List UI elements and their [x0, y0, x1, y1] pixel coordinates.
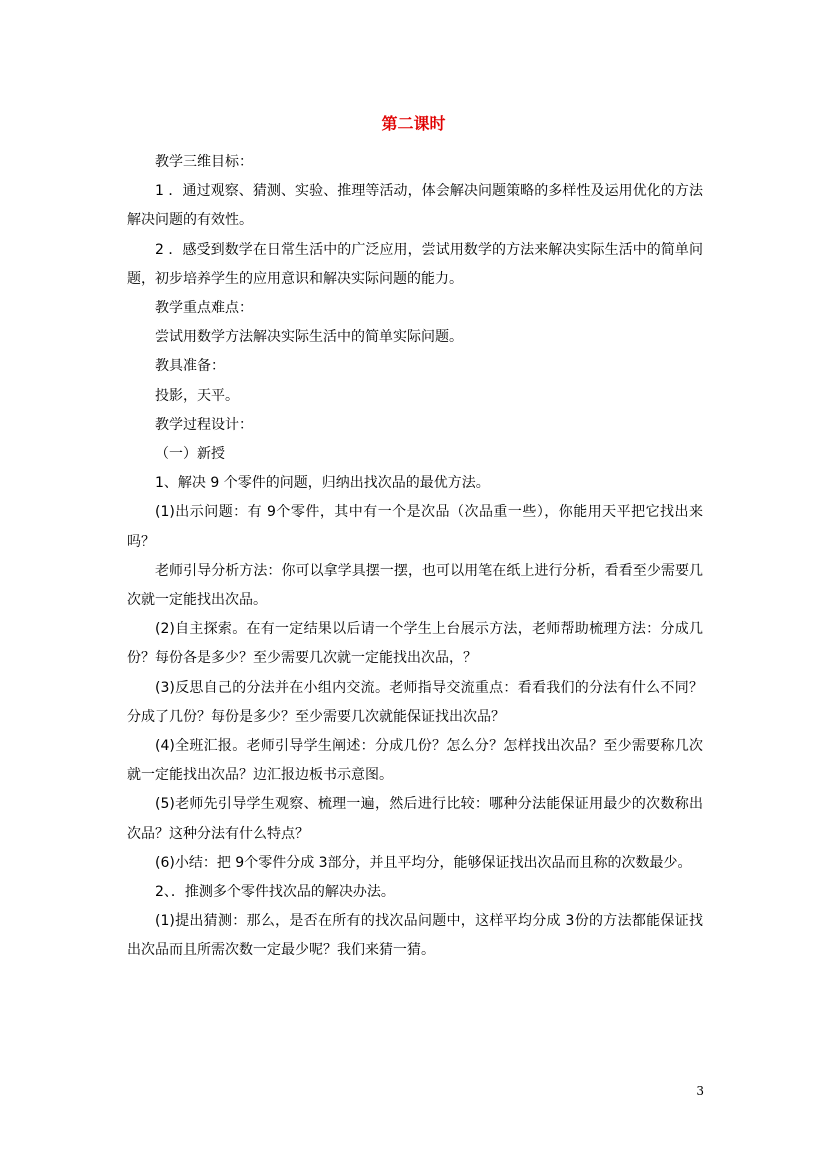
section-heading-process: 教学过程设计： — [155, 416, 253, 433]
page-number: 3 — [696, 1084, 704, 1098]
step-item: (5)老师先引导学生观察、梳理一遍，然后进行比较：哪种分法能保证用最少的次数称出次品？这种分法有什么特点？ — [127, 796, 703, 842]
step-heading-2: 2、．推测多个零件找次品的解决办法。 — [155, 884, 395, 901]
materials-text: 投影，天平。 — [155, 387, 239, 404]
step-item: (4)全班汇报。老师引导学生阐述：分成几份？怎么分？怎样找出次品？至少需要称几次就一定能找出次品？边汇报边板书示意图。 — [127, 738, 703, 784]
subsection-new-lesson: （一）新授 — [155, 446, 225, 463]
section-heading-goals: 教学三维目标： — [155, 154, 253, 170]
step-item: 老师引导分析方法：你可以拿学具摆一摆，也可以用笔在纸上进行分析，看看至少需要几次就一定能找出次品。 — [127, 562, 703, 609]
key-points-text: 尝试用数学方法解决实际生活中的简单实际问题。 — [155, 329, 463, 346]
goal-item-2: 2 ．感受到数学在日常生活中的广泛应用，尝试用数学的方法来解决实际生活中的简单问题，初步培养学生的应用意识和解决实际问题的能力。 — [127, 241, 703, 287]
document-body — [127, 148, 703, 966]
section-heading-key-points: 教学重点难点： — [155, 300, 253, 317]
step-item: (1)提出猜测：那么，是否在所有的找次品问题中，这样平均分成 3份的方法都能保证找出次品而且所需次数一定最少呢？我们来猜一猜。 — [127, 913, 703, 959]
step-item: (6)小结：把 9个零件分成 3部分，并且平均分，能够保证找出次品而且称的次数最少。 — [155, 854, 692, 871]
step-item: (3)反思自己的分法并在小组内交流。老师指导交流重点：看看我们的分法有什么不同？分成了几份？每份是多少？至少需要几次就能保证找出次品？ — [127, 679, 703, 725]
section-heading-materials: 教具准备： — [155, 358, 225, 375]
step-item: (2)自主探索。在有一定结果以后请一个学生上台展示方法，老师帮助梳理方法：分成几份？每份各是多少？至少需要几次就一定能找出次品，？ — [127, 621, 703, 667]
step-item: (1)出示问题：有 9个零件，其中有一个是次品（次品重一些），你能用天平把它找出来吗？ — [127, 504, 703, 550]
step-heading-1: 1、解决 9 个零件的问题，归纳出找次品的最优方法。 — [155, 475, 490, 492]
lesson-title: 第二课时 — [381, 114, 446, 133]
goal-item-1: 1 ．通过观察、猜测、实验、推理等活动，体会解决问题策略的多样性及运用优化的方法解决问题的有效性。 — [127, 183, 703, 229]
